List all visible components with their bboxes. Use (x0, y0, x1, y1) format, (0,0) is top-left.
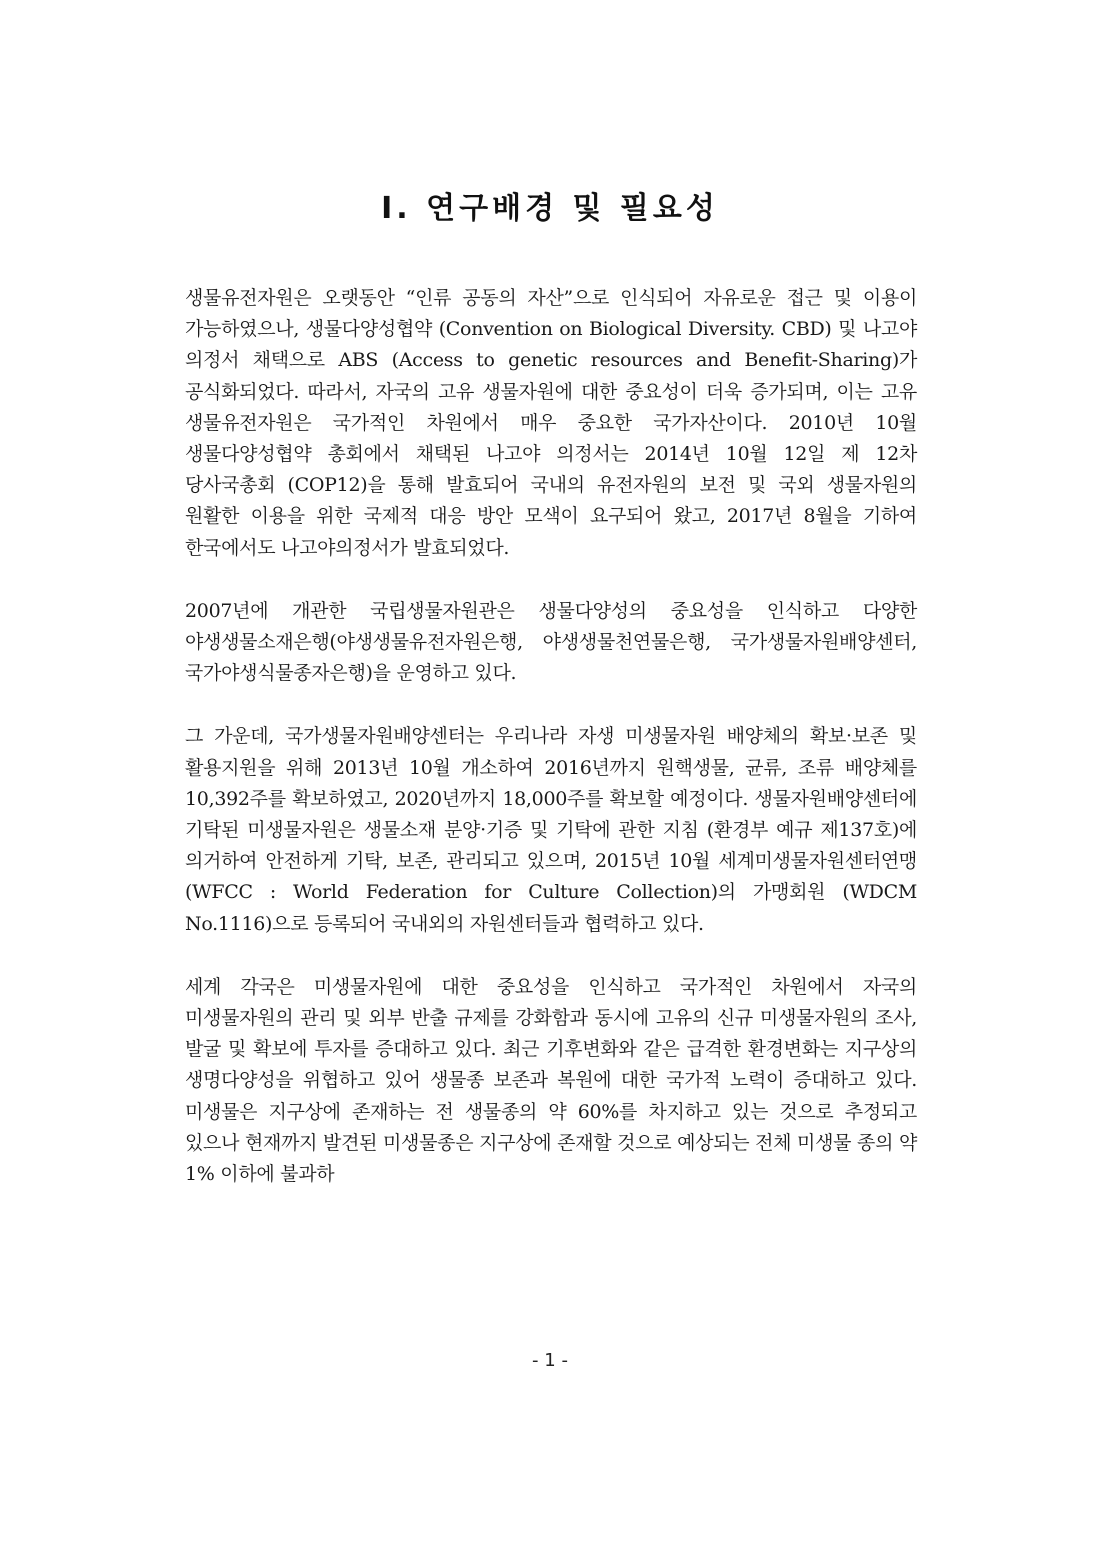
paragraph-3: 그 가운데, 국가생물자원배양센터는 우리나라 자생 미생물자원 배양체의 확보·보존 및 활용지원을 위해 2013년 10월 개소하여 2016년까지 원핵생물, 균류, 조류 배양체를 10,392주를 확보하였고, 2020년까지 18,000주를 확보할 예정이다. 생물자원배양센터에 기탁된 미생물자원은 생물소재 분양·기증 및 기탁에 관한 지침 (환경부 예규 제137호)에 의거하여 안전하게 기탁, 보존, 관리되고 있으며, 2015년 10월 세계미생물자원센터연맹 (WFCC : World Federation for Culture Collection)의 가맹회원 (WDCM No.1116)으로 등록되어 국내외의 자원센터들과 협력하고 있다. (185, 725, 917, 935)
page-number: - 1 - (532, 1350, 568, 1371)
section-title: Ⅰ. 연구배경 및 필요성 (381, 191, 719, 226)
paragraph-1: 생물유전자원은 오랫동안 “인류 공동의 자산”으로 인식되어 자유로운 접근 및 이용이 가능하였으나, 생물다양성협약 (Convention on Biological Diversity. CBD) 및 나고야 의정서 채택으로 ABS (Access to genetic resources and Benefit-Sharing)가 공식화되었다. 따라서, 자국의 고유 생물자원에 대한 중요성이 더욱 증가되며, 이는 고유 생물유전자원은 국가적인 차원에서 매우 중요한 국가자산이다. 2010년 10월 생물다양성협약 총회에서 채택된 나고야 의정서는 2014년 10월 12일 제 12차 당사국총회 (COP12)을 통해 발효되어 국내의 유전자원의 보전 및 국외 생물자원의 원활한 이용을 위한 국제적 대응 방안 모색이 요구되어 왔고, 2017년 8월을 기하여 한국에서도 나고야의정서가 발효되었다. (185, 287, 917, 559)
paragraph-2: 2007년에 개관한 국립생물자원관은 생물다양성의 중요성을 인식하고 다양한 야생생물소재은행(야생생물유전자원은행, 야생생물천연물은행, 국가생물자원배양센터, 국가야생식물종자은행)을 운영하고 있다. (185, 599, 917, 685)
paragraph-4: 세계 각국은 미생물자원에 대한 중요성을 인식하고 국가적인 차원에서 자국의 미생물자원의 관리 및 외부 반출 규제를 강화함과 동시에 고유의 신규 미생물자원의 조사, 발굴 및 확보에 투자를 증대하고 있다. 최근 기후변화와 같은 급격한 환경변화는 지구상의 생명다양성을 위협하고 있어 생물종 보존과 복원에 대한 국가적 노력이 증대하고 있다. 미생물은 지구상에 존재하는 전 생물종의 약 60%를 차지하고 있는 것으로 추정되고 있으나 현재까지 발견된 미생물종은 지구상에 존재할 것으로 예상되는 전체 미생물 종의 약 1% 이하에 불과하 (185, 975, 917, 1186)
body-text (185, 283, 917, 1222)
